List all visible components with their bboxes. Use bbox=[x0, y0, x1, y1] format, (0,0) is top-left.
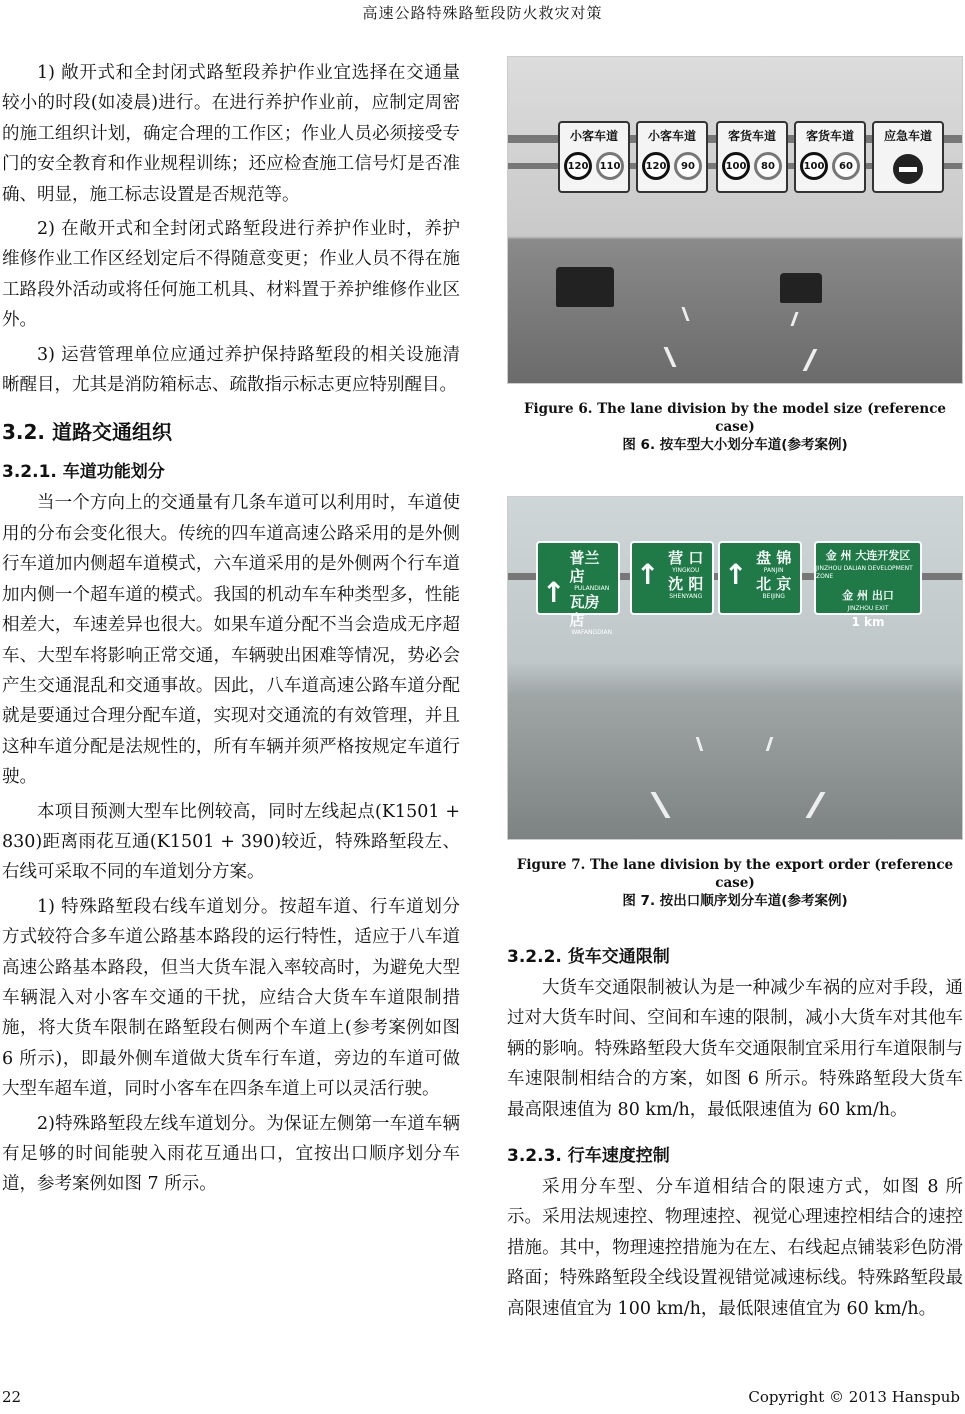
speed-limit-badge: 100 bbox=[722, 152, 750, 180]
arrow-up-icon: ↑ bbox=[542, 576, 566, 609]
arrow-up-icon: ↑ bbox=[724, 558, 748, 591]
exit-sign-bottom-pinyin: JINZHOU EXIT bbox=[847, 605, 889, 612]
lane-marking bbox=[696, 737, 704, 751]
subsection-heading: 3.2.1. 车道功能划分 bbox=[2, 462, 165, 483]
destination-pinyin: WAFANGDIAN bbox=[571, 629, 613, 636]
speed-sign bbox=[558, 121, 630, 193]
paragraph: 1) 敞开式和全封闭式路堑段养护作业宜选择在交通量较小的时段(如凌晨)进行。在进行养护作业前，应制定周密的施工组织计划，确定合理的工作区；作业人员必须接受专门的安全教育和作业规程训练；还应检查施工信号灯是否准确、明显，施工标志设置是否规范等。 bbox=[2, 63, 460, 205]
destination-pinyin: SHENYANG bbox=[669, 593, 703, 600]
speed-limit-badge: 60 bbox=[832, 152, 860, 180]
car bbox=[780, 273, 822, 303]
destination-pinyin: PULANDIAN bbox=[574, 585, 610, 592]
direction-sign bbox=[536, 541, 620, 636]
paragraph: 大货车交通限制被认为是一种减少车祸的应对手段，通过对大货车时间、空间和车速的限制，减小大货车对其他车辆的影响。特殊路堑段大货车交通限制宜采用行车道限制与车速限制相结合的方案，如图 6 所示。特殊路堑段大货车最高限速值为 80 km/h，最低限速值为 60 km/h。 bbox=[507, 978, 963, 1120]
speed-limit-badge: 90 bbox=[674, 152, 702, 180]
destination-label: 盘 锦 bbox=[756, 549, 792, 567]
figure-caption-zh: 图 7. 按出口顺序划分车道(参考案例) bbox=[622, 893, 848, 909]
running-head: 高速公路特殊路堑段防火救灾对策 bbox=[362, 4, 603, 22]
sign-title: 客货车道 bbox=[727, 129, 776, 143]
speed-sign bbox=[636, 121, 708, 193]
lane-marking bbox=[790, 312, 798, 326]
direction-sign bbox=[718, 541, 802, 615]
destination-label: 沈 阳 bbox=[668, 575, 704, 593]
section-heading: 3.2. 道路交通组织 bbox=[2, 420, 172, 445]
emergency-lane-sign bbox=[872, 121, 944, 193]
sign-title: 小客车道 bbox=[647, 129, 696, 143]
lane-marking bbox=[681, 307, 689, 321]
exit-sign bbox=[814, 541, 922, 629]
figure-6-photo bbox=[507, 56, 963, 384]
lane-marking bbox=[766, 737, 774, 751]
sign-title: 客货车道 bbox=[805, 129, 854, 143]
destination-pinyin: BEIJING bbox=[762, 593, 785, 600]
page-number: 22 bbox=[2, 1388, 22, 1406]
right-column bbox=[507, 56, 963, 1324]
speed-limit-badge: 110 bbox=[596, 152, 624, 180]
exit-sign-bottom: 金 州 出口 bbox=[842, 589, 894, 602]
lane-marking bbox=[803, 349, 818, 371]
paragraph: 采用分车型、分车道相结合的限速方式，如图 8 所示。采用法规速控、物理速控、视觉心理速控相结合的速控措施。其中，物理速控措施为在左、右线起点铺装彩色防滑路面；特殊路堑段全线设置视错觉减速标线。特殊路堑段最高限速值宜为 100 km/h，最低限速值宜为 60 km/h。 bbox=[507, 1177, 963, 1319]
speed-limit-badge: 120 bbox=[642, 152, 670, 180]
lane-marking bbox=[650, 792, 670, 818]
destination-pinyin: PANJIN bbox=[763, 567, 784, 574]
copyright: Copyright © 2013 Hanspub bbox=[748, 1388, 960, 1406]
destination-label: 瓦房店 bbox=[569, 593, 600, 629]
speed-sign bbox=[716, 121, 788, 193]
exit-sign-top-pinyin: JINZHOU DALIAN DEVELOPMENT ZONE bbox=[816, 565, 913, 580]
destination-label: 营 口 bbox=[668, 549, 704, 567]
exit-sign-top: 金 州 大连开发区 bbox=[825, 549, 911, 562]
subsection-heading: 3.2.3. 行车速度控制 bbox=[507, 1146, 670, 1167]
paragraph: 2) 在敞开式和全封闭式路堑段进行养护作业时，养护维修作业工作区经划定后不得随意变更；作业人员不得在施工路段外活动或将任何施工机具、材料置于养护维修作业区外。 bbox=[2, 219, 460, 331]
destination-label: 北 京 bbox=[756, 575, 792, 593]
figure-7-photo bbox=[507, 496, 963, 840]
destination-pinyin: YINGKOU bbox=[672, 567, 700, 574]
paragraph: 1) 特殊路堑段右线车道划分。按超车道、行车道划分方式较符合多车道公路基本路段的运行特性，适应于八车道高速公路基本路段，但当大货车混入率较高时，为避免大型车辆混入对小客车交通的干扰，应结合大货车车道限制措施，将大货车限制在路堑段右侧两个车道上(参考案例如图 6 所示)，即最外侧车道做大货车行车道，旁边的车道可做大型车超车道，同时小客车在四条车道上可以灵活行驶。 bbox=[2, 896, 460, 1100]
destination-label: 普兰店 bbox=[569, 549, 600, 585]
subsection-heading: 3.2.2. 货车交通限制 bbox=[507, 947, 670, 967]
exit-distance: 1 km bbox=[851, 615, 885, 629]
car bbox=[556, 267, 614, 307]
lane-marking bbox=[664, 347, 677, 367]
speed-limit-badge: 100 bbox=[800, 152, 828, 180]
arrow-up-icon: ↑ bbox=[636, 558, 660, 591]
figure-caption-zh: 图 6. 按车型大小划分车道(参考案例) bbox=[622, 437, 848, 453]
speed-sign bbox=[794, 121, 866, 193]
no-entry-icon bbox=[893, 154, 923, 184]
figure-caption-en: Figure 7. The lane division by the export order (reference case) bbox=[516, 857, 954, 891]
paragraph: 2)特殊路堑段左线车道划分。为保证左侧第一车道车辆有足够的时间能驶入雨花互通出口，宜按出口顺序划分车道，参考案例如图 7 所示。 bbox=[2, 1113, 460, 1195]
direction-sign bbox=[630, 541, 714, 615]
sign-title: 小客车道 bbox=[569, 129, 618, 143]
paragraph: 当一个方向上的交通量有几条车道可以利用时，车道使用的分布会变化很大。传统的四车道高速公路采用的是外侧行车道加内侧超车道模式，六车道采用的是外侧两个行车道加内侧一个超车道的模式。我国的机动车车种类型多，性能相差大，车速差异也很大。如果车道分配不当会造成无序超车、大型车将影响正常交通，车辆驶出困难等情况，势必会产生交通混乱和交通事故。因此，八车道高速公路车道分配就是要通过合理分配车道，实现对交通流的有效管理，并且这种车道分配是法规性的，所有车辆并须严格按规定车道行驶。 bbox=[2, 493, 460, 788]
figure-caption-en: Figure 6. The lane division by the model size (reference case) bbox=[523, 401, 947, 435]
lane-marking bbox=[805, 792, 825, 818]
paragraph: 3) 运营管理单位应通过养护保持路堑段的相关设施清晰醒目，尤其是消防箱标志、疏散指示标志更应特别醒目。 bbox=[2, 344, 460, 396]
left-column bbox=[2, 58, 460, 1200]
paragraph: 本项目预测大型车比例较高，同时左线起点(K1501 + 830)距离雨花互通(K1501 + 390)较近，特殊路堑段左、右线可采取不同的车道划分方案。 bbox=[2, 801, 460, 883]
speed-limit-badge: 120 bbox=[564, 152, 592, 180]
speed-limit-badge: 80 bbox=[754, 152, 782, 180]
sign-title: 应急车道 bbox=[883, 129, 932, 143]
